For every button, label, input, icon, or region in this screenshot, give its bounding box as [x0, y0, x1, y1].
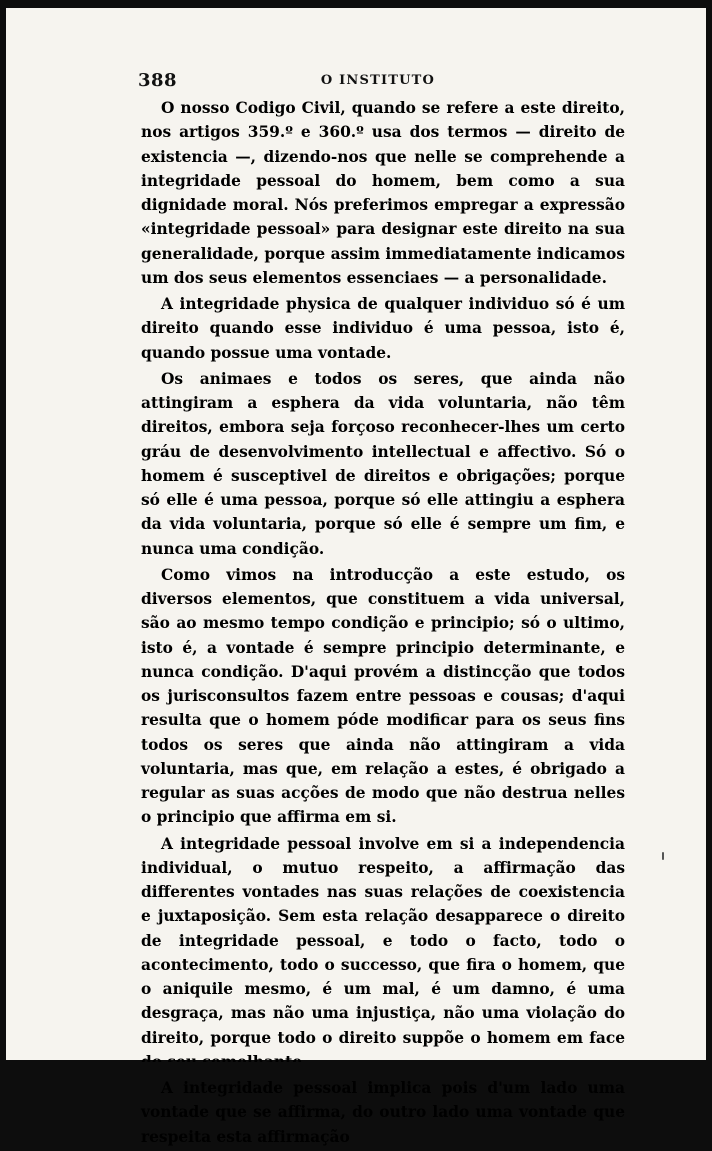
running-head: O INSTITUTO	[320, 73, 436, 88]
body-text	[141, 96, 625, 1151]
page-header	[138, 70, 618, 94]
paragraph-6: A integridade pessoal implica pois d'um lado uma vontade que se affirma, do outro lado uma vontade que respeita esta affirmação	[141, 1079, 625, 1146]
page-number: 388	[138, 70, 178, 91]
paragraph-4: Como vimos na introducção a este estudo, os diversos elementos, que constituem a vida universal, são ao mesmo tempo condição e principio; só o ultimo, isto é, a vontade é sempre principio determinante, e nunca condição. D'aqui provém a distincção que todos os jurisconsultos fazem entre pessoas e cousas; d'aqui resulta que o homem póde modificar para os seus fins todos os seres que ainda não attingiram a vida voluntaria, mas que, em relação a estes, é obrigado a regular as suas acções de modo que não destrua nelles o principio que affirma em si.	[141, 565, 625, 827]
scan-border	[0, 1062, 712, 1075]
scan-speck	[662, 852, 664, 860]
paragraph-5: A integridade pessoal involve em si a independencia individual, o mutuo respeito, a affirmação das differentes vontades nas suas relações de coexistencia e juxtaposição. Sem esta relação desapparece o direito de integridade pessoal, e todo o facto, todo o acontecimento, todo o successo, que fira o homem, que o aniquile mesmo, é um mal, é um damno, é uma desgraça, mas não uma injustiça, não uma violação do direito, porque todo o direito suppõe o homem em face	[141, 834, 625, 1047]
paragraph-1: O nosso Codigo Civil, quando se refere a este direito, nos artigos 359.º e 360.º usa dos termos — direito de existencia —, dizendo-nos que nelle se comprehende a integridade pessoal do homem, bem como a sua dignidade moral. Nós preferimos empregar a expressão «integridade pessoal» para designar este direito na sua generalidade, porque assim immediatamente indicamos um dos seus elementos essenciaes — a personalidade.	[141, 99, 625, 287]
paragraph-2: A integridade physica de qualquer individuo só é um direito quando esse individuo é uma pessoa, isto é, quando possue uma vontade.	[141, 295, 625, 362]
paragraph-3: Os animaes e todos os seres, que ainda não attingiram a esphera da vida voluntaria, não têm direitos, embora seja forçoso reconhecer-lhes um certo gráu de desenvolvimento intellectual e affectivo. Só o homem é susceptivel de direitos e obrigações; porque só elle é uma pessoa, porque só elle attingiu a esphera da vida voluntaria, porque só elle é sempre um fim, e nunca uma condição.	[141, 369, 625, 558]
